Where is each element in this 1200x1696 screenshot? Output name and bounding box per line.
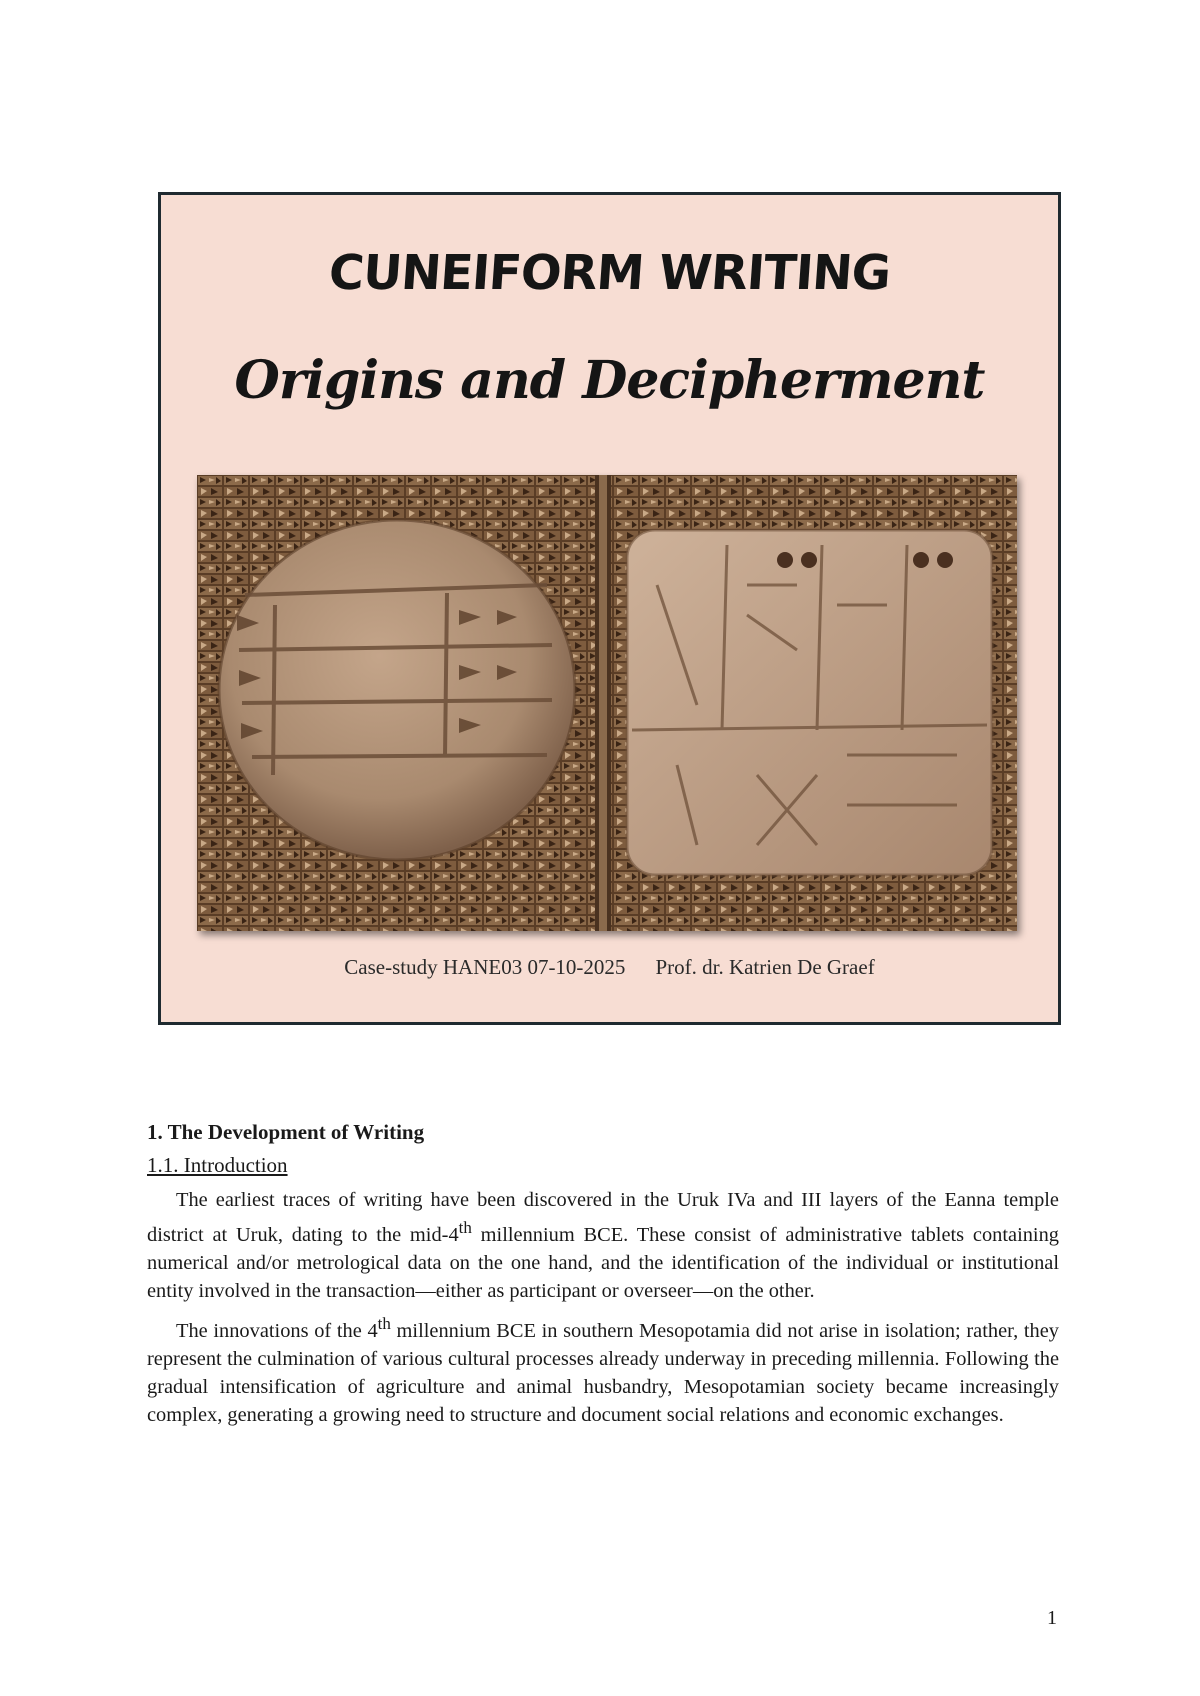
page-number: 1 [1047,1607,1057,1629]
section-heading: 1. The Development of Writing [147,1120,425,1144]
cover-box [158,192,1061,1025]
document-body [147,1120,1059,1434]
tablets-image [197,475,1017,931]
paragraph-2: The innovations of the 4th millennium BCE in southern Mesopotamia did not arise in isolation; rather, they represent the culmination of various cultural processes already underway in preceding millennia. Following the gradual intensification of agriculture and animal husbandry, Mesopotamian society became increasingly complex, generating a growing need to structure and document social relations and economic exchanges. [147,1313,1059,1426]
course-info: Case-study HANE03 07-10-2025 [344,955,626,979]
cover-subtitle: Origins and Decipherment [234,350,985,411]
cover-title: CUNEIFORM WRITING [327,245,892,301]
author-name: Prof. dr. Katrien De Graef [655,955,875,979]
cover-photo [197,475,1017,931]
subsection-heading: 1.1. Introduction [147,1153,288,1177]
cover-caption [161,955,1058,980]
paragraph-1: The earliest traces of writing have been discovered in the Uruk IVa and III layers of the Eanna temple district at Uruk, dating to the mid-4th millennium BCE. These consist of administrative tablets containing numerical and/or metrological data on the one hand, and the identification of the individual or institutional entity involved in the transaction—either as participant or overseer—on the other. [147,1189,1059,1302]
